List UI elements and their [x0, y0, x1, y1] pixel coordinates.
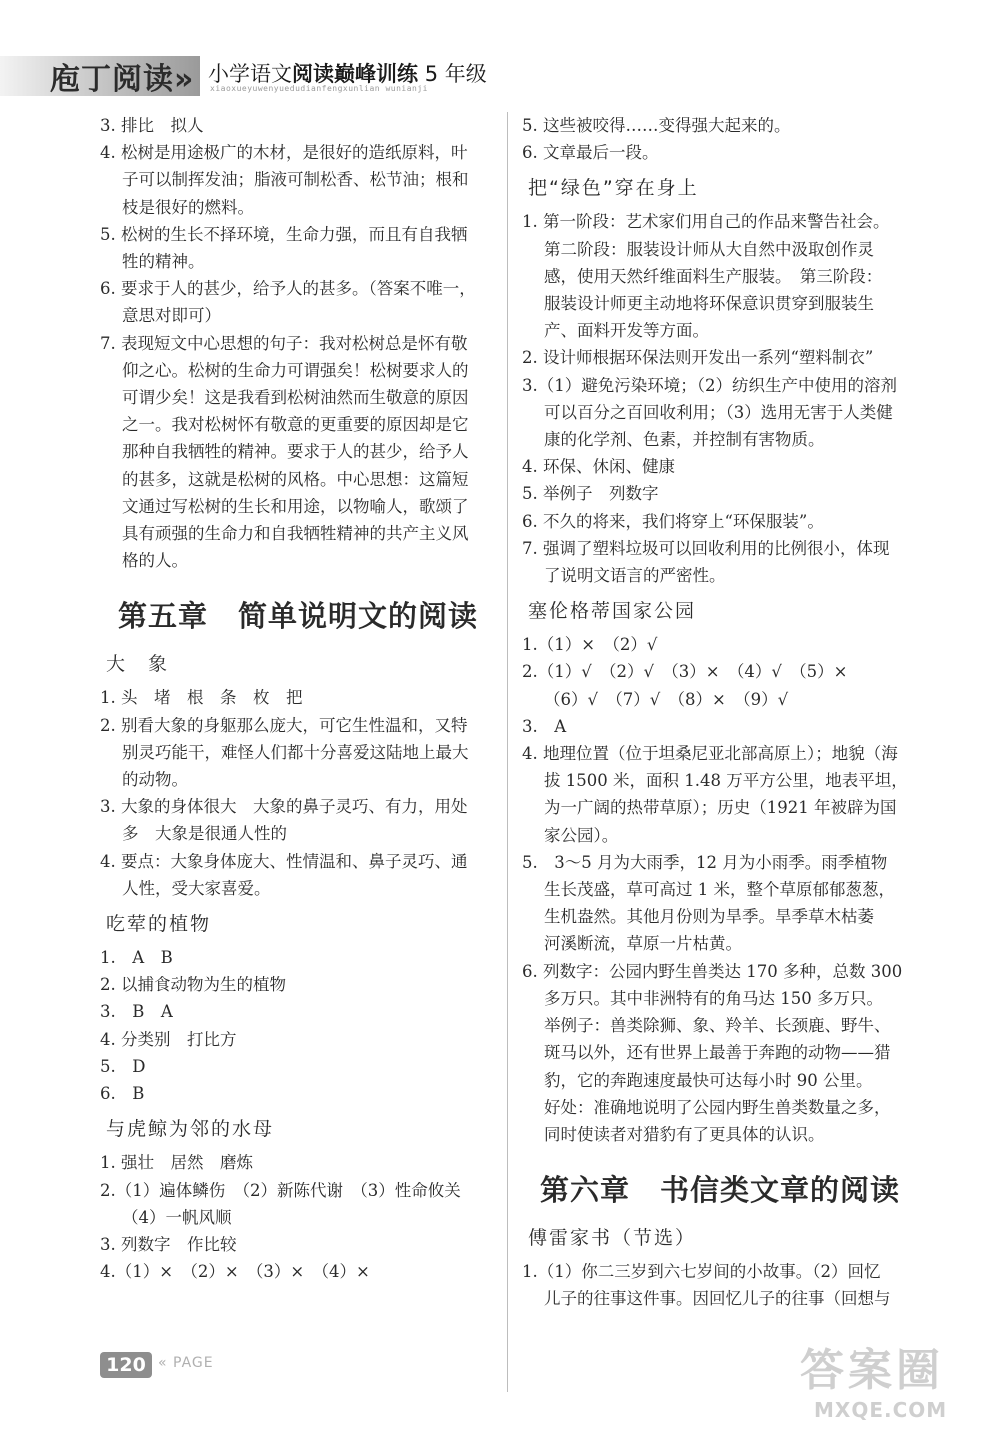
title-pre: 小学语文 — [208, 62, 292, 86]
answer-line: 3. 大象的身体很大 大象的鼻子灵巧、有力，用处 — [100, 797, 468, 817]
answer-line: 3. B A — [100, 1002, 173, 1022]
title-bold: 阅读巅峰训练 — [292, 62, 418, 86]
answer-line: 7. 强调了塑料垃圾可以回收利用的比例很小，体现 — [522, 538, 890, 558]
page-label: « PAGE — [158, 1355, 214, 1371]
answer-block-continued — [522, 112, 942, 166]
column-divider — [507, 112, 508, 1392]
answer-line: 服装设计师更主动地将环保意识贯穿到服装生 — [544, 294, 874, 314]
answer-line: 可谓少矣！这是我看到松树油然而生敬意的原因 — [122, 388, 469, 408]
series-logo: 庖丁阅读» — [50, 62, 195, 97]
answer-line: 2.（1）遍体鳞伤 （2）新陈代谢 （3）性命攸关 — [100, 1180, 461, 1200]
answer-line: 1. 头 堵 根 条 枚 把 — [100, 688, 303, 708]
answer-line: 2.（1）√ （2）√ （3）× （4）√ （5）× — [522, 662, 848, 682]
answer-line: 2. 别看大象的身躯那么庞大，可它生性温和，又特 — [100, 715, 468, 735]
answer-line: 康的化学剂、色素，并控制有害物质。 — [544, 430, 825, 450]
answer-line: 了说明文语言的严密性。 — [544, 566, 726, 586]
answer-line: 意思对即可） — [122, 306, 221, 326]
answer-line: 产、面料开发等方面。 — [544, 321, 709, 341]
answer-line: 7. 表现短文中心思想的句子：我对松树总是怀有敬 — [100, 333, 468, 353]
answer-line: 子可以制挥发油；脂液可制松香、松节油；根和 — [122, 170, 469, 190]
answer-line: 4. 地理位置（位于坦桑尼亚北部高原上）；地貌（海 — [522, 744, 898, 764]
answer-line: 1.（1）× （2）√ — [522, 635, 658, 655]
answer-line: 4. 环保、休闲、健康 — [522, 457, 675, 477]
section-heading-elephant: 大 象 — [106, 653, 170, 676]
answer-line: 斑马以外，还有世界上最善于奔跑的动物——猎 — [544, 1043, 891, 1063]
answer-line: 5. 举例子 列数字 — [522, 484, 659, 504]
answer-line: 具有顽强的生命力和自我牺牲精神的共产主义风 — [122, 524, 469, 544]
answer-line: 的甚多，这就是松树的风格。中心思想：这篇短 — [122, 469, 469, 489]
section-heading-serengeti: 塞伦格蒂国家公园 — [528, 600, 697, 623]
answer-block-plants — [100, 944, 495, 1107]
answer-block-jellyfish — [100, 1149, 495, 1285]
answer-line: 举例子：兽类除狮、象、羚羊、长颈鹿、野牛、 — [544, 1016, 891, 1036]
section-heading-green: 把“绿色”穿在身上 — [528, 177, 699, 200]
answer-line: （6）√ （7）√ （8）× （9）√ — [544, 689, 789, 709]
answer-line: 同时使读者对猎豹有了更具体的认识。 — [544, 1124, 825, 1144]
section-heading-jellyfish: 与虎鲸为邻的水母 — [106, 1118, 275, 1141]
answer-line: 仰之心。松树的生命力可谓强矣！松树要求人的 — [122, 360, 469, 380]
answer-line: 生机盎然。其他月份则为旱季。旱季草木枯萎 — [544, 907, 874, 927]
answer-block-green — [522, 208, 942, 589]
answer-line: 4. 松树是用途极广的木材，是很好的造纸原料，叶 — [100, 143, 468, 163]
answer-line: 多 大象是很通人性的 — [122, 824, 287, 844]
answer-line: 3. A — [522, 716, 567, 736]
answer-line: 2. 设计师根据环保法则开发出一系列“塑料制衣” — [522, 348, 874, 368]
answer-line: 的动物。 — [122, 770, 188, 790]
answer-line: 6. 列数字：公园内野生兽类达 170 多种，总数 300 — [522, 961, 903, 981]
answer-line: 家公园）。 — [544, 825, 619, 845]
answer-block-pine — [100, 112, 495, 574]
answer-line: 河溪断流，草原一片枯黄。 — [544, 934, 742, 954]
answer-line: 那种自我牺牲的精神。要求于人的甚少，给予人 — [122, 442, 469, 462]
answer-line: 4. 分类别 打比方 — [100, 1029, 237, 1049]
answer-line: 3. 排比 拟人 — [100, 116, 204, 135]
answer-line: 6. B — [100, 1084, 145, 1104]
answer-line: 格的人。 — [122, 551, 188, 571]
answer-line: 4.（1）× （2）× （3）× （4）× — [100, 1262, 370, 1282]
watermark-url: MXQE.COM — [814, 1398, 948, 1422]
answer-line: 感，使用天然纤维面料生产服装。 第三阶段： — [544, 266, 883, 286]
answer-line: 枝是很好的燃料。 — [122, 197, 254, 217]
answer-line: 6. 不久的将来，我们将穿上“环保服装”。 — [522, 511, 824, 531]
answer-line: 人性，受大家喜爱。 — [122, 878, 271, 898]
answer-line: 第二阶段：服装设计师从大自然中汲取创作灵 — [544, 239, 874, 259]
answer-line: 1. A B — [100, 948, 173, 968]
chapter-heading-5: 第五章 简单说明文的阅读 — [118, 599, 479, 634]
answer-line: 6. 要求于人的甚少，给予人的甚多。（答案不唯一， — [100, 279, 476, 299]
answer-line: 5. D — [100, 1056, 146, 1076]
answer-block-elephant — [100, 684, 495, 902]
answer-block-serengeti — [522, 631, 942, 1148]
answer-line: 生长茂盛，草可高过 1 米，整个草原郁郁葱葱， — [544, 880, 895, 900]
answer-line: 1. 第一阶段：艺术家们用自己的作品来警告社会。 — [522, 212, 890, 232]
answer-line: 2. 以捕食动物为生的植物 — [100, 975, 286, 995]
title-grade: 5 年级 — [424, 62, 487, 86]
answer-line: 儿子的往事这件事。因回忆儿子的往事（回想与 — [544, 1289, 891, 1309]
section-heading-plants: 吃荤的植物 — [106, 913, 212, 936]
answer-line: 5. 这些被咬得……变得强大起来的。 — [522, 116, 791, 135]
watermark-logo — [800, 1345, 992, 1433]
chapter-heading-6: 第六章 书信类文章的阅读 — [540, 1173, 901, 1208]
section-heading-fu-lei: 傅雷家书（节选） — [528, 1227, 697, 1250]
answer-line: 可以百分之百回收利用；（3）选用无害于人类健 — [544, 402, 893, 422]
answer-line: 文通过写松树的生长和用途，以物喻人，歌颂了 — [122, 496, 469, 516]
answer-line: 5. 松树的生长不择环境，生命力强，而且有自我牺 — [100, 224, 468, 244]
answer-line: 拔 1500 米，面积 1.48 万平方公里，地表平坦， — [544, 771, 908, 791]
answer-line: 为一广阔的热带草原）；历史（1921 年被辟为国 — [544, 798, 897, 818]
answer-block-fu-lei — [522, 1258, 942, 1312]
answer-line: 5. 3～5 月为大雨季，12 月为小雨季。雨季植物 — [522, 852, 888, 872]
right-column — [522, 112, 942, 1313]
answer-line: 1. 强壮 居然 磨炼 — [100, 1153, 253, 1173]
answer-line: 别灵巧能干，难怪人们都十分喜爱这陆地上最大 — [122, 742, 469, 762]
book-subtitle-pinyin: xiaoxueyuwenyuedudianfengxunlian wunianji — [210, 84, 428, 93]
page-number: 120 — [100, 1352, 152, 1378]
answer-line: 好处：准确地说明了公园内野生兽类数量之多， — [544, 1097, 891, 1117]
answer-line: 之一。我对松树怀有敬意的更重要的原因却是它 — [122, 415, 469, 435]
answer-line: 1.（1）你二三岁到六七岁间的小故事。（2）回忆 — [522, 1262, 881, 1282]
answer-line: （4）一帆风顺 — [122, 1207, 232, 1227]
answer-line: 6. 文章最后一段。 — [522, 143, 659, 163]
answer-line: 多万只。其中非洲特有的角马达 150 多万只。 — [544, 988, 883, 1008]
watermark-text: 答案圈 — [800, 1345, 944, 1396]
answer-line: 3. 列数字 作比较 — [100, 1234, 237, 1254]
page-header — [0, 0, 1000, 100]
answer-line: 豹，它的奔跑速度最快可达每小时 90 公里。 — [544, 1070, 873, 1090]
answer-line: 3.（1）避免污染环境；（2）纺织生产中使用的溶剂 — [522, 375, 897, 395]
answer-line: 牲的精神。 — [122, 252, 205, 272]
left-column — [100, 112, 495, 1285]
answer-line: 4. 要点：大象身体庞大、性情温和、鼻子灵巧、通 — [100, 851, 468, 871]
